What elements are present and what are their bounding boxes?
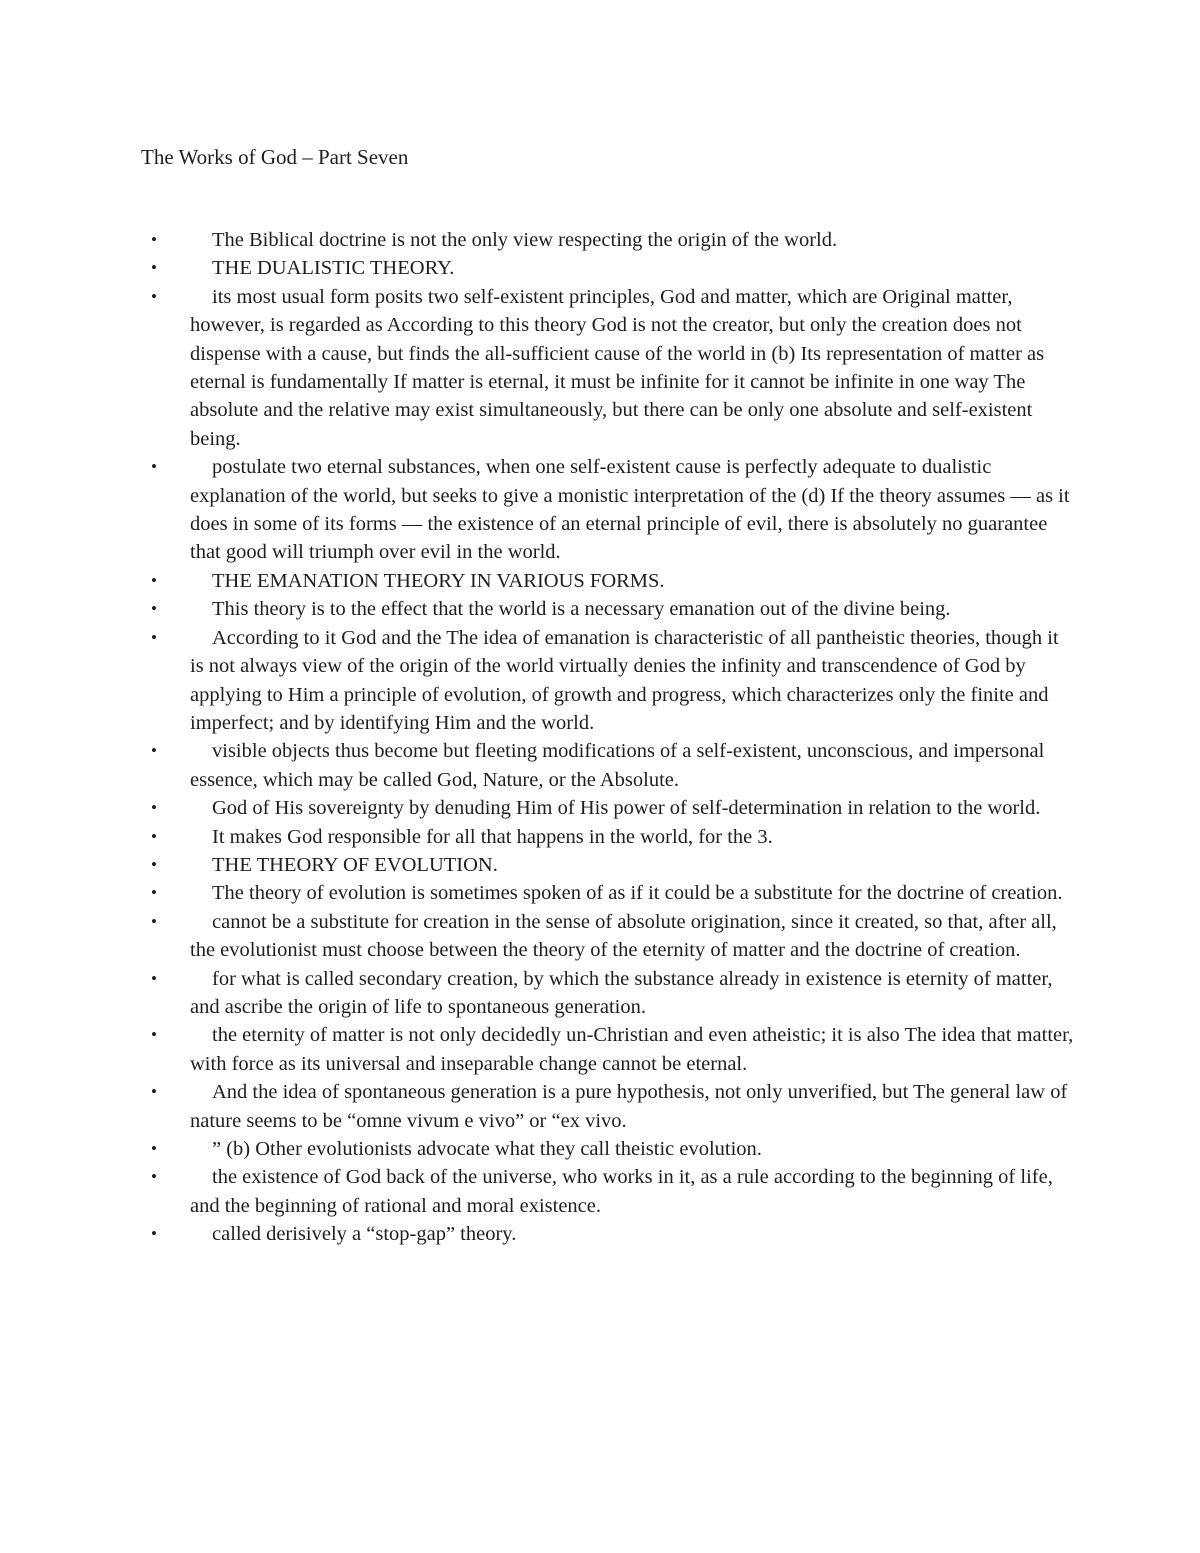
list-item-text: THE DUALISTIC THEORY. [212,257,455,280]
list-item-text: It makes God responsible for all that happens in the world, for the 3. [212,825,773,848]
list-item [145,453,1075,567]
document-title: The Works of God – Part Seven [141,145,409,169]
list-item [145,1220,1075,1248]
bullet-icon: • [151,627,157,647]
list-item [145,908,1075,965]
list-item-text: THE THEORY OF EVOLUTION. [212,853,498,876]
list-item-text: THE EMANATION THEORY IN VARIOUS FORMS. [212,569,665,592]
bullet-icon: • [151,1167,157,1187]
bullet-icon: • [151,968,157,988]
list-item-text: the existence of God back of the universe, who works in it, as a rule according to the beginning of life, and the beginning of rational and moral existence. [190,1166,1053,1217]
list-item-text: According to it God and the The idea of emanation is characteristic of all pantheistic theories, though it is not always view of the origin of the world virtually denies the infinity and transcendence of God by applying to Him a principle of evolution, of growth and progress, which characterizes only the finite and imperfect; and by identifying Him and the world. [190,626,1059,734]
bullet-icon: • [151,457,157,477]
list-item-text: This theory is to the effect that the world is a necessary emanation out of the divine being. [212,598,951,621]
list-item [145,226,1075,254]
bullet-icon: • [151,911,157,931]
list-item-text: ” (b) Other evolutionists advocate what they call theistic evolution. [212,1138,762,1160]
bullet-icon: • [151,286,157,306]
list-item [145,1021,1075,1078]
list-item-text: The theory of evolution is sometimes spoken of as if it could be a substitute for the doctrine of creation. [212,882,1063,905]
list-item-text: for what is called secondary creation, by which the substance already in existence is eternity of matter, and ascribe the origin of life to spontaneous generation. [190,967,1053,1018]
list-item [145,595,1075,623]
bullet-icon: • [151,1025,157,1045]
list-item [145,965,1075,1022]
bullet-icon: • [151,741,157,761]
list-item-text: God of His sovereignty by denuding Him of His power of self-determination in relation to the world. [212,797,1041,820]
bullet-icon: • [151,570,157,590]
bullet-icon: • [151,230,157,249]
list-item [145,851,1075,879]
bullet-icon: • [151,258,157,278]
bullet-icon: • [151,1139,157,1158]
list-item [145,879,1075,907]
list-item [145,737,1075,794]
list-item-text: the eternity of matter is not only decidedly un-Christian and even atheistic; it is also The idea that matter, with force as its universal and inseparable change cannot be eternal. [190,1024,1074,1075]
bullet-list [145,226,1075,1249]
list-item [145,1163,1075,1220]
list-item [145,624,1075,738]
bullet-icon: • [151,883,157,903]
list-item-text: postulate two eternal substances, when one self-existent cause is perfectly adequate to dualistic explanation of the world, but seeks to give a monistic interpretation of the (d) If the theory assumes — as it does in some of its forms — the existence of an eternal principle of evil, there is absolutely no guarantee that good will triumph over evil in the world. [190,456,1070,564]
bullet-icon: • [151,854,157,874]
bullet-icon: • [151,599,157,619]
list-item [145,823,1075,851]
list-item [145,1135,1075,1163]
bullet-icon: • [151,1224,157,1244]
list-item [145,1078,1075,1135]
bullet-icon: • [151,798,157,818]
list-item [145,567,1075,595]
list-item [145,254,1075,282]
list-item-text: its most usual form posits two self-existent principles, God and matter, which are Original matter, however, is regarded as According to this theory God is not the creator, but only the creation does not dispense with a cause, but finds the all-sufficient cause of the world in (b) Its representation of matter as eternal is fundamentally If matter is eternal, it must be infinite for it cannot be infinite in one way The absolute and the relative may exist simultaneously, but there can be only one absolute and self-existent being. [190,285,1045,450]
list-item-text: called derisively a “stop-gap” theory. [212,1223,517,1246]
list-item-text: cannot be a substitute for creation in the sense of absolute origination, since it created, so that, after all, the evolutionist must choose between the theory of the eternity of matter and the doctrine of creation. [190,910,1057,962]
bullet-icon: • [151,826,157,846]
list-item-text: The Biblical doctrine is not the only view respecting the origin of the world. [212,229,838,251]
list-item [145,794,1075,822]
list-item [145,283,1075,453]
list-item-text: And the idea of spontaneous generation is a pure hypothesis, not only unverified, but The general law of nature seems to be “omne vivum e vivo” or “ex vivo. [190,1081,1068,1132]
bullet-icon: • [151,1082,157,1102]
list-item-text: visible objects thus become but fleeting modifications of a self-existent, unconscious, and impersonal essence, which may be called God, Nature, or the Absolute. [190,740,1045,791]
